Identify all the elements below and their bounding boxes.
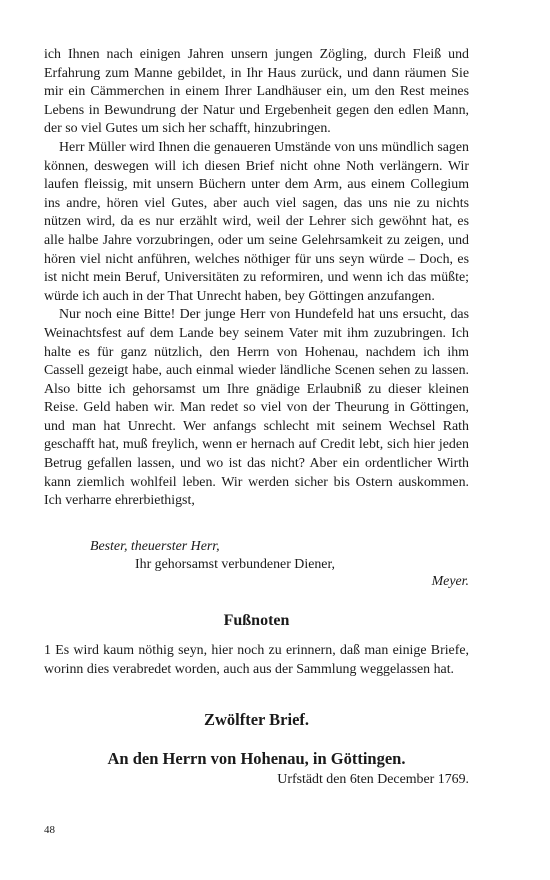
signature: Meyer.: [431, 574, 469, 589]
letter-body: [44, 46, 469, 511]
footnotes-heading: Fußnoten: [223, 612, 290, 629]
servant-line: Ihr gehorsamst verbundener Diener,: [135, 557, 336, 572]
footnote: [44, 642, 469, 679]
paragraph-3: Nur noch eine Bitte! Der junge Herr von Hundefeld hat uns ersucht, das Weinachtsfest auf dem Lande bey seinem Vater mit ihm zuzubringen. Ich halte es für ganz nützlich, den Herrn von Hohenau, nachdem ich ihm Cassell gezeigt habe, auch einmal wieder ländliche Scenen sehen zu lassen. Also bitte ich gehorsamst um Ihre gnädige Erlaubniß zu dieser kleinen Reise. Geld haben wir. Man redet so viel von der Theurung in Göttingen, und man hat Unrecht. Wer anfangs schlecht mit seinem Wechsel Rath geschafft hat, muß freylich, wenn er hernach auf Credit lebt, sich hier jeden Betrug gefallen lassen, und wo ist das nicht? Aber ein ordentlicher Wirth kann ziemlich wohlfeil leben. Wir werden sicher bis Ostern auskommen. Ich verharre ehrerbiethigst,: [44, 307, 469, 509]
paragraph-1: ich Ihnen nach einigen Jahren unsern jungen Zögling, durch Fleiß und Erfahrung zum Manne gebildet, in Ihr Haus zurück, und dann räumen Sie mir ein Cämmerchen in einem Ihrer Landhäuser ein, um den Rest meines Lebens in Bewundrung der Natur und Ergebenheit gegen den edlen Mann, der so viel Gutes um sich her schafft, hinzubringen.: [44, 47, 469, 137]
chapter-subtitle: An den Herrn von Hohenau, in Göttingen.: [107, 749, 406, 768]
chapter-title: Zwölfter Brief.: [203, 710, 310, 729]
dateline: Urfstädt den 6ten December 1769.: [277, 772, 469, 787]
paragraph-2: Herr Müller wird Ihnen die genaueren Umstände von uns mündlich sagen können, deswegen will ich diesen Brief nicht ohne Noth verlängern. Wir laufen fleissig, mit unsern Büchern unter dem Arm, aus einem Collegium ins andre, hören viel Gutes, aber auch viel sagen, das uns nie zu nichts nützen wird, da es nur erzählt wird, weil der Lehrer sich gewöhnt hat, es alle halbe Jahre vorzubringen, oder um seine Gelehrsamkeit zu zeigen, und hören viel nicht anführen, welches nöthiger für uns seyn würde – Doch, es ist nicht mein Beruf, Universitäten zu reformiren, und wenn ich das müßte; würde ich auch in der That Unrecht haben, bey Göttingen anzufangen.: [44, 139, 469, 304]
salutation: Bester, theuerster Herr,: [90, 539, 220, 554]
page-number: 48: [44, 824, 55, 836]
footnote-1: 1 Es wird kaum nöthig seyn, hier noch zu erinnern, daß man einige Briefe, worinn dies verabredet worden, auch aus der Sammlung weggelassen hat.: [44, 643, 469, 677]
